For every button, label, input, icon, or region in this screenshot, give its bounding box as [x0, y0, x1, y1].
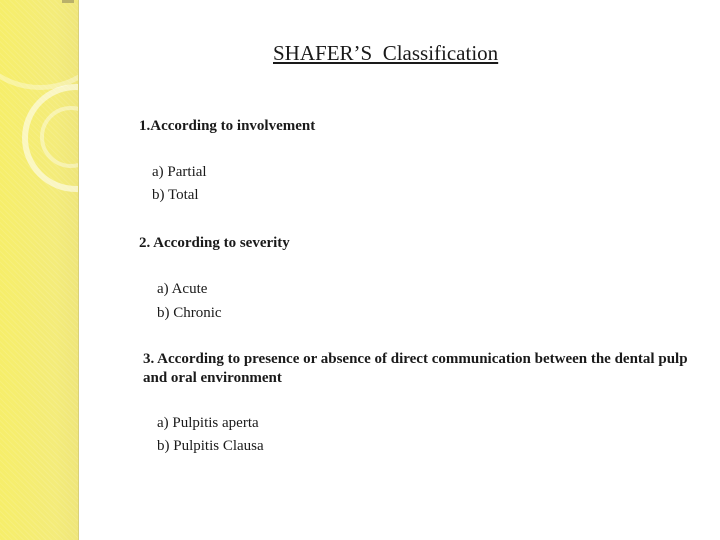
list-item: a) Acute: [157, 281, 208, 297]
slide-title: SHAFER’S Classification: [273, 41, 499, 65]
list-item: b) Pulpitis Clausa: [157, 438, 264, 454]
section-heading-involvement: 1.According to involvement: [139, 118, 316, 134]
list-item: b) Total: [152, 187, 199, 203]
list-item: a) Partial: [152, 164, 207, 180]
section-heading-communication: 3. According to presence or absence of direct communication between the dental pulp and oral environment: [143, 351, 688, 386]
list-item: a) Pulpitis aperta: [157, 415, 259, 431]
section-heading-severity: 2. According to severity: [139, 235, 290, 251]
list-item: b) Chronic: [157, 305, 222, 321]
